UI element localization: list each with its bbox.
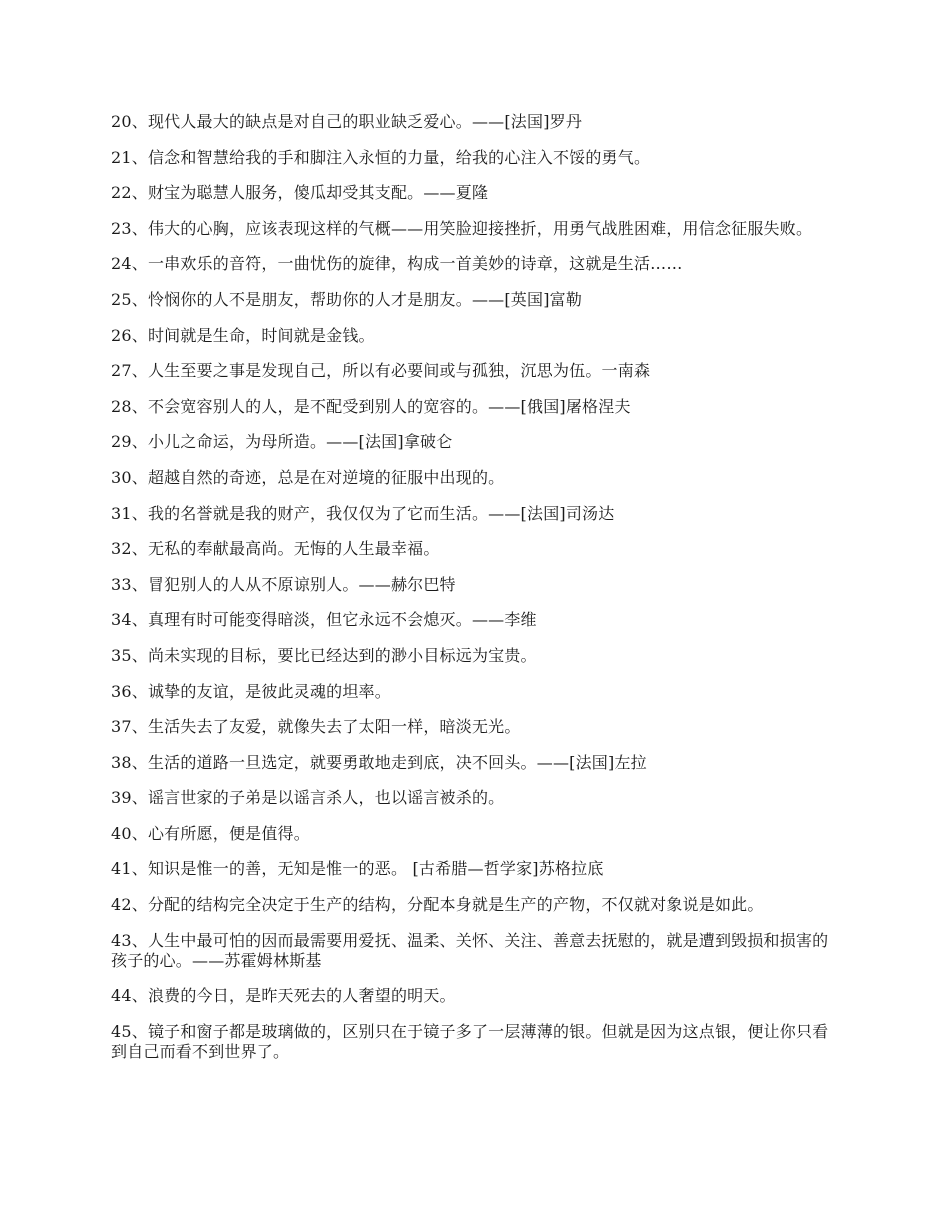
quote-item: 37、生活失去了友爱，就像失去了太阳一样，暗淡无光。 bbox=[111, 717, 521, 737]
quote-item: 22、财宝为聪慧人服务，傻瓜却受其支配。——夏隆 bbox=[111, 183, 489, 203]
quote-item: 34、真理有时可能变得暗淡，但它永远不会熄灭。——李维 bbox=[111, 610, 537, 630]
quote-item: 42、分配的结构完全决定于生产的结构，分配本身就是生产的产物，不仅就对象说是如此。 bbox=[111, 895, 764, 915]
quote-item: 27、人生至要之事是发现自己，所以有必要间或与孤独，沉思为伍。一南森 bbox=[111, 361, 651, 381]
quote-item: 32、无私的奉献最高尚。无悔的人生最幸福。 bbox=[111, 539, 440, 559]
quote-item: 30、超越自然的奇迹，总是在对逆境的征服中出现的。 bbox=[111, 467, 505, 487]
quote-item: 26、时间就是生命，时间就是金钱。 bbox=[111, 325, 375, 345]
quote-item: 20、现代人最大的缺点是对自己的职业缺乏爱心。——[法国]罗丹 bbox=[111, 112, 583, 131]
quote-item: 29、小儿之命运，为母所造。——[法国]拿破仑 bbox=[111, 432, 453, 452]
quote-item: 28、不会宽容别人的人，是不配受到别人的宽容的。——[俄国]屠格涅夫 bbox=[111, 396, 631, 416]
quote-item: 25、怜悯你的人不是朋友，帮助你的人才是朋友。——[英国]富勒 bbox=[111, 289, 583, 309]
quote-item: 33、冒犯别人的人从不原谅别人。——赫尔巴特 bbox=[111, 574, 456, 594]
quote-item: 38、生活的道路一旦选定，就要勇敢地走到底，决不回头。——[法国]左拉 bbox=[111, 752, 647, 772]
quote-item: 43、人生中最可怕的因而最需要用爱抚、温柔、关怀、关注、善意去抚慰的，就是遭到毁损和损害的孩子的心。——苏霍姆林斯基 bbox=[111, 930, 829, 970]
quote-item: 24、一串欢乐的音符，一曲忧伤的旋律，构成一首美妙的诗章，这就是生活…… bbox=[111, 254, 683, 274]
quote-item: 40、心有所愿，便是值得。 bbox=[111, 823, 310, 843]
quote-list bbox=[111, 112, 831, 1077]
quote-item: 44、浪费的今日，是昨天死去的人奢望的明天。 bbox=[111, 986, 456, 1006]
quote-item: 35、尚未实现的目标，要比已经达到的渺小目标远为宝贵。 bbox=[111, 645, 537, 665]
quote-item: 45、镜子和窗子都是玻璃做的，区别只在于镜子多了一层薄薄的银。但就是因为这点银，便让你只看到自己而看不到世界了。 bbox=[111, 1021, 829, 1061]
quote-item: 39、谣言世家的子弟是以谣言杀人，也以谣言被杀的。 bbox=[111, 788, 505, 808]
quote-item: 31、我的名誉就是我的财产，我仅仅为了它而生活。——[法国]司汤达 bbox=[111, 503, 615, 523]
quote-item: 21、信念和智慧给我的手和脚注入永恒的力量，给我的心注入不馁的勇气。 bbox=[111, 147, 651, 167]
quote-item: 41、知识是惟一的善，无知是惟一的恶。 [古希腊—哲学家]苏格拉底 bbox=[111, 859, 604, 879]
quote-item: 36、诚挚的友谊，是彼此灵魂的坦率。 bbox=[111, 681, 391, 701]
quote-item: 23、伟大的心胸，应该表现这样的气概——用笑脸迎接挫折，用勇气战胜困难，用信念征服失败。 bbox=[111, 218, 813, 238]
